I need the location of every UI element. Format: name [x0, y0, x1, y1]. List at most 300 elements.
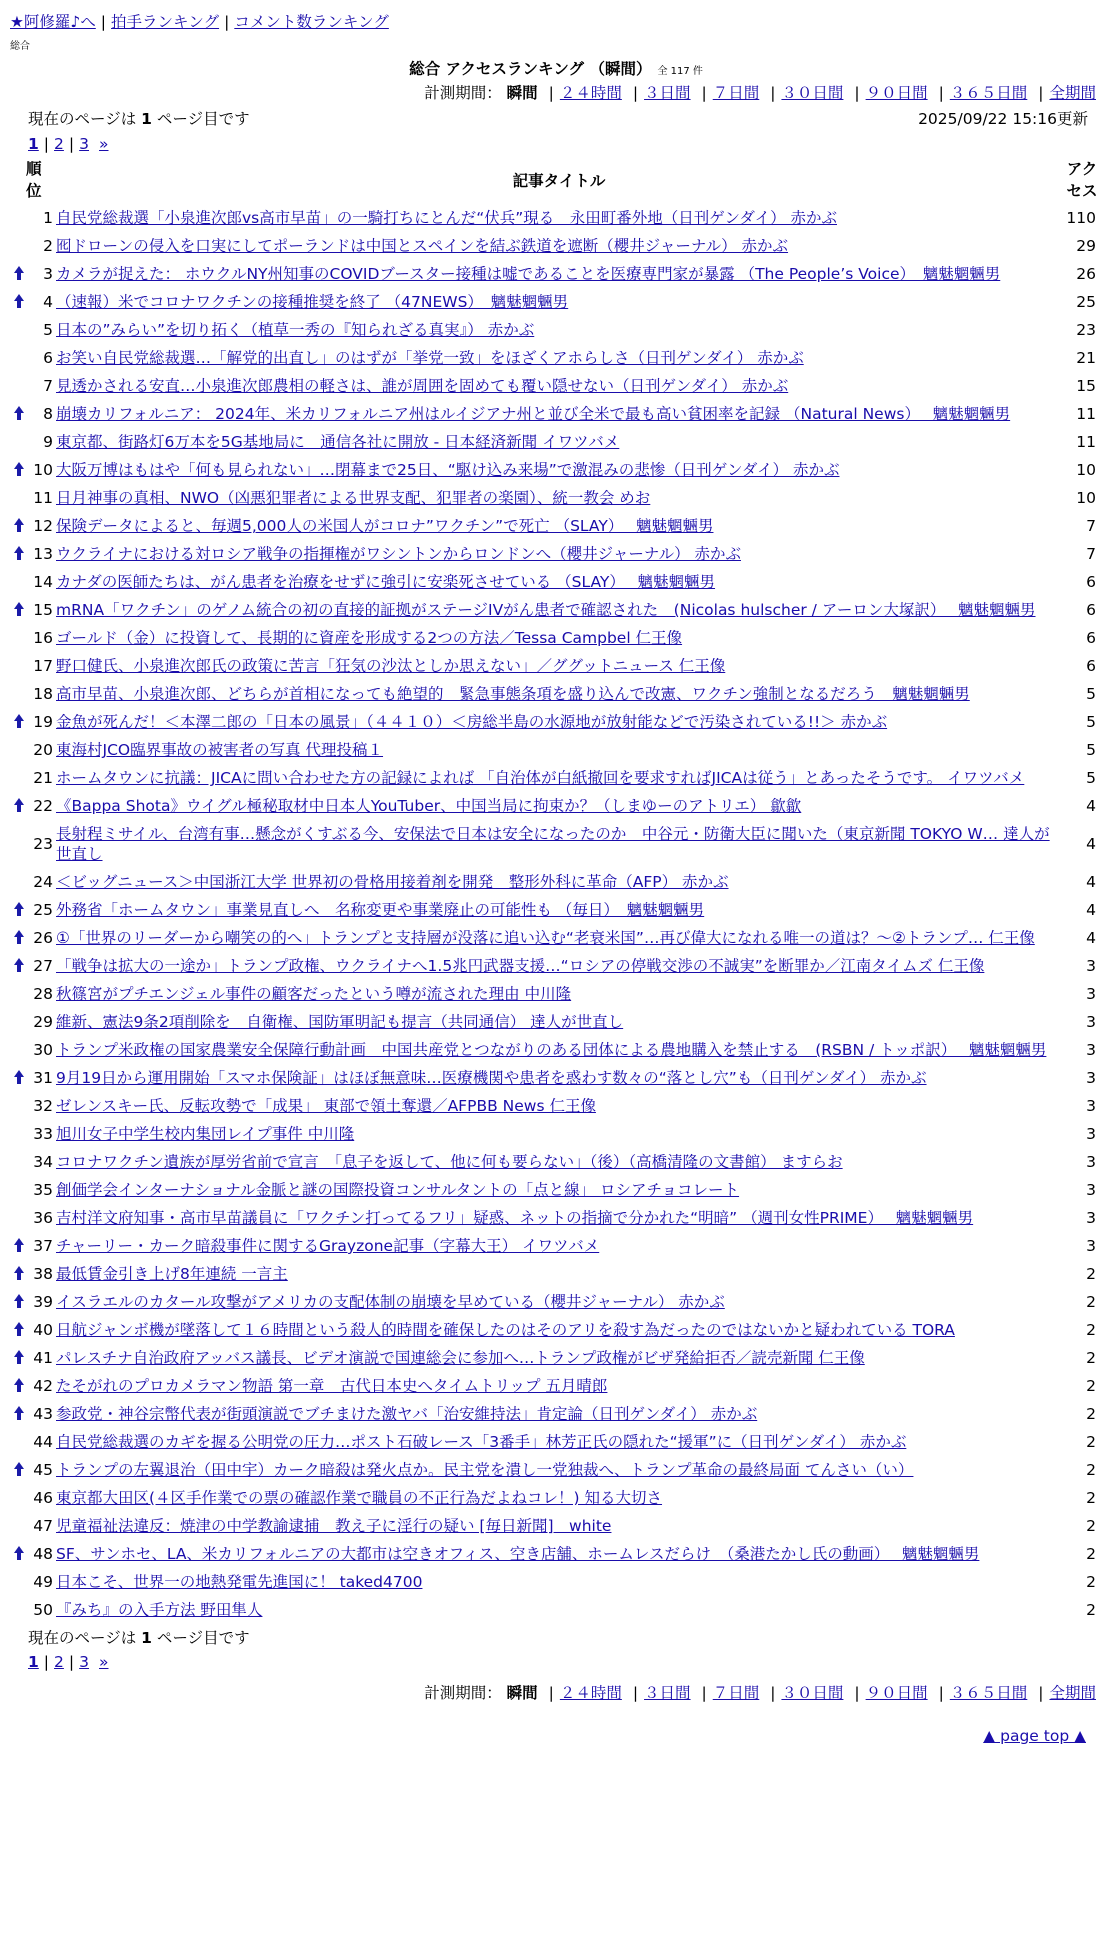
article-title-cell [56, 1540, 1062, 1568]
article-title-link[interactable]: 参政党・神谷宗幣代表が街頭演説でブチまけた激ヤバ「治安維持法」肯定論（日刊ゲンダイ） 赤かぶ [56, 1405, 758, 1423]
rank-number: 42 [33, 1377, 53, 1395]
rank-number: 28 [33, 985, 53, 1003]
access-count: 5 [1086, 741, 1096, 759]
article-title-link[interactable]: 東海村JCO臨界事故の被害者の写真 代理投稿１ [56, 741, 384, 759]
article-title-cell [56, 896, 1062, 924]
access-count: 4 [1086, 835, 1096, 853]
page-info [10, 106, 1102, 132]
rank-number: 2 [43, 237, 53, 255]
article-title-link[interactable]: ＜ビッグニュース＞中国浙江大学 世界初の骨格用接着剤を開発 整形外科に革命（AFP） 赤かぶ [56, 873, 729, 891]
access-count: 2 [1086, 1349, 1096, 1367]
article-title-cell [56, 204, 1062, 232]
rank-change-cell [10, 1568, 28, 1596]
rank-number: 31 [33, 1069, 53, 1087]
rank-up-arrow-icon [14, 406, 24, 413]
rank-up-arrow-icon [14, 930, 24, 937]
article-title-link[interactable]: 『みち』の入手方法 野田隼人 [56, 1601, 263, 1619]
rank-up-arrow-icon [14, 518, 24, 525]
access-count: 25 [1076, 293, 1096, 311]
access-count: 3 [1086, 1013, 1096, 1031]
rank-up-arrow-icon [14, 1546, 24, 1553]
current-page-text: 現在のページは 1 ページ目です [28, 110, 250, 128]
access-count: 4 [1086, 873, 1096, 891]
rank-change-cell [10, 1176, 28, 1204]
rank-change-cell [10, 1428, 28, 1456]
period-label: 計測期間： [424, 84, 502, 102]
article-title-link[interactable]: 日月神事の真相、NWO（凶悪犯罪者による世界支配、犯罪者の楽園）、統一教会 めお [56, 489, 651, 507]
rank-change-cell [10, 1456, 28, 1484]
article-title-link[interactable]: 金魚が死んだ！＜本澤二郎の「日本の風景」（４４１０）＜房総半島の水源地が放射能などで汚染されている!!＞ 赤かぶ [56, 713, 888, 731]
article-title-link[interactable]: 維新、憲法9条2項削除を 自衛権、国防軍明記も提言（共同通信） 達人が世直し [56, 1013, 624, 1031]
table-row [10, 1596, 1102, 1624]
period-30d-link[interactable]: ３０日間 [781, 1684, 844, 1702]
table-row [10, 1008, 1102, 1036]
rank-change-cell [10, 652, 28, 680]
article-title-link[interactable]: トランプ米政権の国家農業安全保障行動計画 中国共産党とつながりのある団体による農地購入を禁止する (RSBN / トッポ訳） 魑魅魍魎男 [56, 1041, 1047, 1059]
rank-change-cell [10, 896, 28, 924]
article-title-link[interactable]: ウクライナにおける対ロシア戦争の指揮権がワシントンからロンドンへ（櫻井ジャーナル） 赤かぶ [56, 545, 741, 563]
rank-up-arrow-icon [14, 1322, 24, 1329]
article-title-link[interactable]: 東京都、街路灯6万本を5G基地局に 通信各社に開放 - 日本経済新聞 イワツバメ [56, 433, 620, 451]
rank-change-cell [10, 316, 28, 344]
period-3d-link[interactable]: ３日間 [644, 1684, 691, 1702]
article-title-link[interactable]: 長射程ミサイル、台湾有事…懸念がくすぶる今、安保法で日本は安全になったのか 中谷元・防衛大臣に聞いた（東京新聞 TOKYO W… 達人が世直し [56, 825, 1050, 863]
article-title-link[interactable]: （速報）米でコロナワクチンの接種推奨を終了 （47NEWS） 魑魅魍魎男 [56, 293, 569, 311]
rank-up-arrow-icon [14, 266, 24, 273]
table-row [10, 624, 1102, 652]
article-title-link[interactable]: コロナワクチン遺族が厚労省前で宣言 「息子を返して、他に何も要らない」（後）（高橋清隆の文書館） ますらお [56, 1153, 843, 1171]
table-row [10, 924, 1102, 952]
article-title-cell [56, 372, 1062, 400]
rank-change-cell [10, 260, 28, 288]
rank-up-arrow-icon [14, 462, 24, 469]
rank-change-cell [10, 596, 28, 624]
table-row [10, 1288, 1102, 1316]
article-title-cell [56, 820, 1062, 868]
access-count: 3 [1086, 1069, 1096, 1087]
table-row [10, 456, 1102, 484]
rank-change-cell [10, 428, 28, 456]
article-title-link[interactable]: 児童福祉法違反：焼津の中学教諭逮捕 教え子に淫行の疑い [毎日新聞] white [56, 1517, 612, 1535]
period-all-link[interactable]: 全期間 [1049, 84, 1096, 102]
article-title-link[interactable]: 9月19日から運用開始「スマホ保険証」はほぼ無意味…医療機関や患者を惑わす数々の“落とし穴”も（日刊ゲンダイ） 赤かぶ [56, 1069, 927, 1087]
article-title-link[interactable]: 《Bappa Shota》ウイグル極秘取材中日本人YouTuber、中国当局に拘束か？（しまゆーのアトリエ） 歙歙 [56, 797, 802, 815]
period-selector-top: 計測期間： 瞬間 | ２４時間 | ３日間 | ７日間 | ３０日間 | ９０日間 | ３６５日間 | 全期間 [424, 84, 1096, 102]
rank-change-cell [10, 1372, 28, 1400]
access-count: 3 [1086, 1041, 1096, 1059]
period-90d-link[interactable]: ９０日間 [865, 1684, 928, 1702]
access-count: 6 [1086, 657, 1096, 675]
access-count: 26 [1076, 265, 1096, 283]
article-title-link[interactable]: トランプの左翼退治（田中宇）カーク暗殺は発火点か。民主党を潰し一党独裁へ、トランプ革命の最終局面 てんさい（い） [56, 1461, 914, 1479]
rank-up-arrow-icon [14, 1378, 24, 1385]
access-count: 5 [1086, 769, 1096, 787]
rank-change-cell [10, 868, 28, 896]
comment-ranking-link[interactable]: コメント数ランキング [234, 13, 389, 31]
access-count: 11 [1076, 405, 1096, 423]
article-title-cell [56, 428, 1062, 456]
table-row [10, 1036, 1102, 1064]
article-title-cell [56, 512, 1062, 540]
rank-number: 17 [33, 657, 53, 675]
pager-page-2[interactable]: 2 [54, 135, 64, 153]
article-title-cell [56, 1092, 1062, 1120]
article-title-link[interactable]: 吉村洋文府知事・高市早苗議員に「ワクチン打ってるフリ」疑惑、ネットの指摘で分かれた“明暗” （週刊女性PRIME） 魑魅魍魎男 [56, 1209, 974, 1227]
article-title-cell [56, 1400, 1062, 1428]
article-title-cell [56, 952, 1062, 980]
pager-page-1[interactable]: 1 [28, 135, 39, 153]
rank-change-cell [10, 1120, 28, 1148]
article-title-link[interactable]: たそがれのプロカメラマン物語 第一章 古代日本史へタイムトリップ 五月晴郎 [56, 1377, 608, 1395]
rank-number: 45 [33, 1461, 53, 1479]
table-row [10, 820, 1102, 868]
table-row [10, 1344, 1102, 1372]
period-24h-link[interactable]: ２４時間 [559, 1684, 622, 1702]
access-count: 11 [1076, 433, 1096, 451]
rank-number: 10 [33, 461, 53, 479]
rank-change-cell [10, 1064, 28, 1092]
rank-change-cell [10, 680, 28, 708]
article-title-cell [56, 1008, 1062, 1036]
rank-change-cell [10, 1092, 28, 1120]
access-count: 3 [1086, 985, 1096, 1003]
top-nav: ★阿修羅♪へ | 拍手ランキング | コメント数ランキング [10, 13, 389, 31]
access-count: 23 [1076, 321, 1096, 339]
header-title: 記事タイトル [512, 172, 606, 190]
article-title-link[interactable]: 創価学会インターナショナル金脈と謎の国際投資コンサルタントの「点と線」 ロシアチョコレート [56, 1181, 740, 1199]
header-access: アクセス [1066, 160, 1098, 200]
article-title-cell [56, 652, 1062, 680]
total-count: 全 117 件 [657, 66, 703, 77]
asyura-home-link[interactable]: ★阿修羅♪へ [10, 13, 96, 31]
rank-change-cell [10, 232, 28, 260]
article-title-link[interactable]: 自民党総裁選のカギを握る公明党の圧力…ポスト石破レース「3番手」林芳正氏の隠れた“援軍”に（日刊ゲンダイ） 赤かぶ [56, 1433, 907, 1451]
rank-number: 6 [43, 349, 53, 367]
access-count: 2 [1086, 1433, 1096, 1451]
rank-change-cell [10, 1540, 28, 1568]
article-title-link[interactable]: 野口健氏、小泉進次郎氏の政策に苦言「狂気の沙汰としか思えない」／ググットニュース 仁王像 [56, 657, 726, 675]
rank-number: 39 [33, 1293, 53, 1311]
access-count: 2 [1086, 1405, 1096, 1423]
period-30d-link[interactable]: ３０日間 [781, 84, 844, 102]
rank-number: 41 [33, 1349, 53, 1367]
table-row [10, 1400, 1102, 1428]
period-3d-link[interactable]: ３日間 [644, 84, 691, 102]
article-title-link[interactable]: チャーリー・カーク暗殺事件に関するGrayzone記事（字幕大王） イワツバメ [56, 1237, 600, 1255]
rank-number: 38 [33, 1265, 53, 1283]
table-row [10, 1176, 1102, 1204]
article-title-cell [56, 1484, 1062, 1512]
article-title-cell [56, 1148, 1062, 1176]
access-count: 3 [1086, 1097, 1096, 1115]
table-row [10, 1064, 1102, 1092]
rank-number: 15 [33, 601, 53, 619]
access-count: 3 [1086, 1209, 1096, 1227]
table-row [10, 764, 1102, 792]
rank-number: 12 [33, 517, 53, 535]
article-title-link[interactable]: ゼレンスキー氏、反転攻勢で「成果」 東部で領土奪還／AFPBB News 仁王像 [56, 1097, 596, 1115]
article-title-cell [56, 708, 1062, 736]
rank-number: 24 [33, 873, 53, 891]
rank-number: 18 [33, 685, 53, 703]
table-row [10, 484, 1102, 512]
rank-number: 11 [33, 489, 53, 507]
article-title-cell [56, 1288, 1062, 1316]
rank-up-arrow-icon [14, 1266, 24, 1273]
rank-number: 33 [33, 1125, 53, 1143]
rank-change-cell [10, 1288, 28, 1316]
period-label: 計測期間： [424, 1684, 502, 1702]
rank-change-cell [10, 568, 28, 596]
article-title-link[interactable]: 日本の”みらい”を切り拓く（植草一秀の『知られざる真実』） 赤かぶ [56, 321, 535, 339]
rank-change-cell [10, 792, 28, 820]
rank-up-arrow-icon [14, 714, 24, 721]
article-title-cell [56, 868, 1062, 896]
access-count: 4 [1086, 901, 1096, 919]
article-title-cell [56, 980, 1062, 1008]
article-title-link[interactable]: 自民党総裁選「小泉進次郎vs高市早苗」の一騎打ちにとんだ“伏兵”現る 永田町番外地（日刊ゲンダイ） 赤かぶ [56, 209, 837, 227]
article-title-cell [56, 568, 1062, 596]
rank-number: 1 [43, 209, 53, 227]
rank-change-cell [10, 288, 28, 316]
table-row [10, 736, 1102, 764]
access-count: 10 [1076, 461, 1096, 479]
pager-page-3[interactable]: 3 [79, 135, 90, 153]
rank-number: 37 [33, 1237, 53, 1255]
article-title-link[interactable]: ホームタウンに抗議：JICAに問い合わせた方の記録によれば 「自治体が白紙撤回を要求すればJICAは従う」とあったそうです。 イワツバメ [56, 769, 1025, 787]
article-title-link[interactable]: イスラエルのカタール攻撃がアメリカの支配体制の崩壊を早めている（櫻井ジャーナル） 赤かぶ [56, 1293, 725, 1311]
article-title-link[interactable]: 日本こそ、世界一の地熱発電先進国に！ taked4700 [56, 1573, 423, 1591]
table-row [10, 1092, 1102, 1120]
article-title-link[interactable]: 保険データによると、毎週5,000人の米国人がコロナ”ワクチン”で死亡 （SLAY） 魑魅魍魎男 [56, 517, 714, 535]
category-label: 総合 [10, 41, 30, 52]
rank-number: 26 [33, 929, 53, 947]
article-title-cell [56, 1512, 1062, 1540]
rank-change-cell [10, 708, 28, 736]
pager-next[interactable]: » [99, 1653, 109, 1671]
article-title-cell [56, 764, 1062, 792]
table-row [10, 708, 1102, 736]
article-title-link[interactable]: 外務省「ホームタウン」事業見直しへ 名称変更や事業廃止の可能性も （毎日） 魑魅魍魎男 [56, 901, 705, 919]
article-title-cell [56, 232, 1062, 260]
table-row [10, 400, 1102, 428]
article-title-cell [56, 624, 1062, 652]
table-row [10, 1456, 1102, 1484]
article-title-link[interactable]: mRNA「ワクチン」のゲノム統合の初の直接的証拠がステージIVがん患者で確認された (Nicolas hulscher / アーロン大塚訳） 魑魅魍魎男 [56, 601, 1036, 619]
table-row [10, 344, 1102, 372]
rank-up-arrow-icon [14, 602, 24, 609]
article-title-link[interactable]: 秋篠宮がプチエンジェル事件の顧客だったという噂が流された理由 中川隆 [56, 985, 572, 1003]
article-title-link[interactable]: 東京都大田区(４区手作業での票の確認作業で職員の不正行為だよねコレ！) 知る大切さ [56, 1489, 663, 1507]
article-title-cell [56, 260, 1062, 288]
article-title-link[interactable]: 最低賃金引き上げ8年連続 一言主 [56, 1265, 288, 1283]
period-365d-link[interactable]: ３６５日間 [949, 84, 1028, 102]
table-row [10, 980, 1102, 1008]
rank-change-cell [10, 1316, 28, 1344]
rank-change-cell [10, 1204, 28, 1232]
rank-up-arrow-icon [14, 1462, 24, 1469]
rank-change-cell [10, 624, 28, 652]
access-count: 7 [1086, 517, 1096, 535]
pager-next[interactable]: » [99, 135, 109, 153]
rank-change-cell [10, 400, 28, 428]
table-row [10, 316, 1102, 344]
access-count: 3 [1086, 1153, 1096, 1171]
rank-number: 4 [43, 293, 53, 311]
article-title-cell [56, 316, 1062, 344]
rank-change-cell [10, 1512, 28, 1540]
access-count: 2 [1086, 1517, 1096, 1535]
table-row [10, 1428, 1102, 1456]
access-count: 2 [1086, 1293, 1096, 1311]
article-title-cell [56, 1176, 1062, 1204]
access-count: 5 [1086, 685, 1096, 703]
article-title-cell [56, 1316, 1062, 1344]
rank-number: 48 [33, 1545, 53, 1563]
rank-number: 32 [33, 1097, 53, 1115]
table-row [10, 288, 1102, 316]
article-title-link[interactable]: 高市早苗、小泉進次郎、どちらが首相になっても絶望的 緊急事態条項を盛り込んで改憲、ワクチン強制となるだろう 魑魅魍魎男 [56, 685, 970, 703]
rank-number: 46 [33, 1489, 53, 1507]
period-current: 瞬間 [506, 84, 538, 102]
rank-number: 30 [33, 1041, 53, 1059]
pager-top: 1 | 2 | 3 » [28, 135, 109, 153]
article-title-link[interactable]: ゴールド（金）に投資して、長期的に資産を形成する2つの方法／Tessa Campbel 仁王像 [56, 629, 683, 647]
rank-number: 43 [33, 1405, 53, 1423]
rank-number: 19 [33, 713, 53, 731]
access-count: 2 [1086, 1489, 1096, 1507]
access-count: 6 [1086, 629, 1096, 647]
table-row [10, 260, 1102, 288]
article-title-cell [56, 1568, 1062, 1596]
updated-timestamp: 2025/09/22 15:16更新 [918, 110, 1088, 128]
access-count: 110 [1066, 209, 1096, 227]
rank-change-cell [10, 1148, 28, 1176]
article-title-cell [56, 1036, 1062, 1064]
article-title-link[interactable]: 日航ジャンボ機が墜落して１６時間という殺人的時間を確保したのはそのアリを殺す為だったのではないかと疑われている TORA [56, 1321, 955, 1339]
rank-change-cell [10, 952, 28, 980]
article-title-cell [56, 1428, 1062, 1456]
pager-page-3[interactable]: 3 [79, 1653, 90, 1671]
table-row [10, 568, 1102, 596]
access-count: 4 [1086, 797, 1096, 815]
article-title-cell [56, 344, 1062, 372]
table-row [10, 1512, 1102, 1540]
rank-change-cell [10, 1344, 28, 1372]
current-page-text-bottom: 現在のページは 1 ページ目です [28, 1629, 250, 1647]
rank-change-cell [10, 1036, 28, 1064]
rank-change-cell [10, 1008, 28, 1036]
rank-change-cell [10, 820, 28, 868]
table-row [10, 1372, 1102, 1400]
period-7d-link[interactable]: ７日間 [712, 1684, 760, 1702]
article-title-link[interactable]: ①「世界のリーダーから嘲笑の的へ」トランプと支持層が没落に追い込む“老衰米国”…再び偉大になれる唯一の道は？～②トランプ… 仁王像 [56, 929, 1035, 947]
rank-number: 36 [33, 1209, 53, 1227]
access-count: 6 [1086, 601, 1096, 619]
rank-change-cell [10, 344, 28, 372]
article-title-cell [56, 484, 1062, 512]
page-top-link[interactable]: ▲ page top ▲ [983, 1727, 1086, 1745]
pager-page-2[interactable]: 2 [54, 1653, 64, 1671]
rank-number: 40 [33, 1321, 53, 1339]
article-title-link[interactable]: カナダの医師たちは、がん患者を治療をせずに強引に安楽死させている （SLAY） 魑魅魍魎男 [56, 573, 716, 591]
period-all-link[interactable]: 全期間 [1049, 1684, 1096, 1702]
article-title-cell [56, 1120, 1062, 1148]
article-title-link[interactable]: お笑い自民党総裁選…「解党的出直し」のはずが「挙党一致」をほざくアホらしさ（日刊ゲンダイ） 赤かぶ [56, 349, 804, 367]
article-title-cell [56, 1596, 1062, 1624]
rank-up-arrow-icon [14, 958, 24, 965]
rank-number: 27 [33, 957, 53, 975]
article-title-link[interactable]: 旭川女子中学生校内集団レイプ事件 中川隆 [56, 1125, 355, 1143]
pager-page-1[interactable]: 1 [28, 1653, 39, 1671]
rank-up-arrow-icon [14, 546, 24, 553]
article-title-link[interactable]: カメラが捉えた： ホウクルNY州知事のCOVIDブースター接種は嘘であることを医療専門家が暴露 （The People’s Voice） 魑魅魍魎男 [56, 265, 1001, 283]
table-row [10, 204, 1102, 232]
rank-change-cell [10, 1400, 28, 1428]
rank-number: 49 [33, 1573, 53, 1591]
rank-number: 29 [33, 1013, 53, 1031]
article-title-link[interactable]: SF、サンホセ、LA、米カリフォルニアの大都市は空きオフィス、空き店舗、ホームレスだらけ （桑港たかし氏の動画） 魑魅魍魎男 [56, 1545, 980, 1563]
period-90d-link[interactable]: ９０日間 [865, 84, 928, 102]
rank-change-cell [10, 372, 28, 400]
clap-ranking-link[interactable]: 拍手ランキング [111, 13, 220, 31]
rank-number: 23 [33, 835, 53, 853]
article-title-cell [56, 1344, 1062, 1372]
rank-change-cell [10, 736, 28, 764]
rank-change-cell [10, 924, 28, 952]
article-title-link[interactable]: パレスチナ自治政府アッバス議長、ビデオ演説で国連総会に参加へ…トランプ政権がビザ発給拒否／読売新聞 仁王像 [56, 1349, 865, 1367]
rank-number: 47 [33, 1517, 53, 1535]
article-title-link[interactable]: 「戦争は拡大の一途か」トランプ政権、ウクライナへ1.5兆円武器支援…“ロシアの停戦交渉の不誠実”を断罪か／江南タイムズ 仁王像 [56, 957, 985, 975]
access-count: 2 [1086, 1321, 1096, 1339]
article-title-cell [56, 400, 1062, 428]
rank-up-arrow-icon [14, 1070, 24, 1077]
article-title-link[interactable]: 崩壊カリフォルニア： 2024年、米カリフォルニア州はルイジアナ州と並び全米で最も高い貧困率を記録 （Natural News） 魑魅魍魎男 [56, 405, 1011, 423]
access-count: 6 [1086, 573, 1096, 591]
rank-change-cell [10, 1484, 28, 1512]
pager-bottom: 1 | 2 | 3 » [28, 1653, 109, 1671]
rank-number: 50 [33, 1601, 53, 1619]
access-count: 2 [1086, 1461, 1096, 1479]
article-title-link[interactable]: 大阪万博はもはや「何も見られない」…閉幕まで25日、“駆け込み来場”で激混みの悲惨（日刊ゲンダイ） 赤かぶ [56, 461, 840, 479]
period-7d-link[interactable]: ７日間 [712, 84, 760, 102]
article-title-cell [56, 1232, 1062, 1260]
rank-number: 13 [33, 545, 53, 563]
table-row [10, 1484, 1102, 1512]
page-top-area [10, 1724, 1102, 1748]
rank-change-cell [10, 1596, 28, 1624]
table-row [10, 1232, 1102, 1260]
rank-up-arrow-icon [14, 294, 24, 301]
rank-number: 7 [43, 377, 53, 395]
article-title-link[interactable]: 見透かされる安直…小泉進次郎農相の軽さは、誰が周囲を固めても覆い隠せない（日刊ゲンダイ） 赤かぶ [56, 377, 789, 395]
access-count: 29 [1076, 237, 1096, 255]
table-row [10, 1148, 1102, 1176]
rank-change-cell [10, 456, 28, 484]
rank-up-arrow-icon [14, 1294, 24, 1301]
period-selector-bottom: 計測期間： 瞬間 | ２４時間 | ３日間 | ７日間 | ３０日間 | ９０日間 | ３６５日間 | 全期間 [424, 1684, 1096, 1702]
access-count: 15 [1076, 377, 1096, 395]
access-count: 21 [1076, 349, 1096, 367]
table-row [10, 232, 1102, 260]
table-row [10, 896, 1102, 924]
header-rank: 順位 [26, 160, 42, 200]
table-row [10, 540, 1102, 568]
article-title-link[interactable]: 囮ドローンの侵入を口実にしてポーランドは中国とスペインを結ぶ鉄道を遮断（櫻井ジャーナル） 赤かぶ [56, 237, 789, 255]
table-row [10, 680, 1102, 708]
period-24h-link[interactable]: ２４時間 [559, 84, 622, 102]
period-365d-link[interactable]: ３６５日間 [949, 1684, 1028, 1702]
